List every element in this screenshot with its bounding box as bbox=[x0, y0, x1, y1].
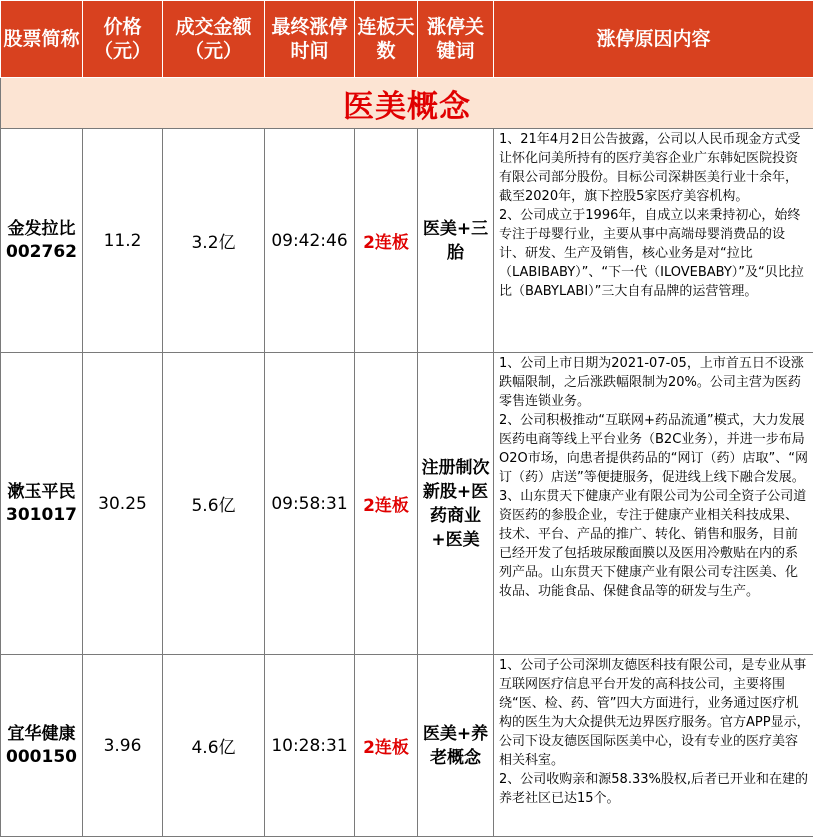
keywords-cell: 医美+三胎 bbox=[418, 129, 494, 353]
reason-paragraph: 1、公司子公司深圳友德医科技有限公司，是专业从事互联网医疗信息平台开发的高科技公司，主要将围绕“医、检、药、管”四大方面进行，业务通过医疗机构的医生为大众提供无边界医疗服务。官方APP显示，公司下设友德医国际医美中心，设有专业的医疗美容相关科室。 bbox=[499, 656, 810, 770]
table-row bbox=[1, 129, 813, 353]
section-row bbox=[1, 78, 813, 129]
table-row bbox=[1, 353, 813, 655]
amount-cell: 5.6亿 bbox=[163, 353, 265, 655]
time-cell: 09:42:46 bbox=[265, 129, 355, 353]
table-row bbox=[1, 655, 813, 837]
time-cell: 09:58:31 bbox=[265, 353, 355, 655]
reason-paragraph: 1、公司上市日期为2021-07-05，上市首五日不设涨跌幅限制，之后涨跌幅限制为20%。公司主营为医药零售连锁业务。 bbox=[499, 354, 810, 411]
reason-paragraph: 1、21年4月2日公告披露，公司以人民币现金方式受让怀化问美所持有的医疗美容企业广东韩妃医院投资有限公司部分股份。目标公司深耕医美行业十余年，截至2020年，旗下控股5家医疗美容机构。 bbox=[499, 130, 810, 206]
amount-cell: 4.6亿 bbox=[163, 655, 265, 837]
reason-paragraph: 2、公司收购亲和源58.33%股权,后者已开业和在建的养老社区已达15个。 bbox=[499, 770, 810, 808]
reason-paragraph: 2、公司成立于1996年，自成立以来秉持初心，始终专注于母婴行业，主要从事中高端母婴消费品的设计、研发、生产及销售，核心业务是对“拉比（LABIBABY）”、“下一代（ILOVEBABY）”及“贝比拉比（BABYLABI）”三大自有品牌的运营管理。 bbox=[499, 206, 810, 301]
header-price: 价格（元） bbox=[83, 1, 163, 78]
stock-code: 301017 bbox=[1, 504, 82, 527]
reason-cell bbox=[494, 129, 813, 353]
stock-name: 金发拉比 bbox=[1, 218, 82, 241]
price-cell: 11.2 bbox=[83, 129, 163, 353]
section-title: 医美概念 bbox=[1, 78, 813, 129]
header-boards: 连板天数 bbox=[355, 1, 418, 78]
keywords-cell: 注册制次新股+医药商业+医美 bbox=[418, 353, 494, 655]
stock-name: 漱玉平民 bbox=[1, 481, 82, 504]
boards-cell: 2连板 bbox=[355, 655, 418, 837]
amount-cell: 3.2亿 bbox=[163, 129, 265, 353]
reason-cell bbox=[494, 353, 813, 655]
header-amount: 成交金额（元） bbox=[163, 1, 265, 78]
stock-name-cell bbox=[1, 655, 83, 837]
reason-paragraph: 3、山东贯天下健康产业有限公司为公司全资子公司道资医药的参股企业，专注于健康产业相关科技成果、技术、平台、产品的推广、转化、销售和服务，目前已经开发了包括玻尿酸面膜以及医用冷敷贴在内的系列产品。山东贯天下健康产业有限公司专注医美、化妆品、功能食品、保健食品等的研发与生产。 bbox=[499, 487, 810, 601]
boards-cell: 2连板 bbox=[355, 353, 418, 655]
reason-cell bbox=[494, 655, 813, 837]
header-keywords: 涨停关键词 bbox=[418, 1, 494, 78]
header-reason: 涨停原因内容 bbox=[494, 1, 813, 78]
stock-code: 002762 bbox=[1, 241, 82, 264]
time-cell: 10:28:31 bbox=[265, 655, 355, 837]
reason-paragraph: 2、公司积极推动“互联网+药品流通”模式，大力发展医药电商等线上平台业务（B2C业务），并进一步布局O2O市场，向患者提供药品的“网订（药）店取”、“网订（药）店送”等便捷服务，促进线上线下融合发展。 bbox=[499, 411, 810, 487]
stock-code: 000150 bbox=[1, 746, 82, 769]
header-time: 最终涨停时间 bbox=[265, 1, 355, 78]
stock-name-cell bbox=[1, 129, 83, 353]
stock-name-cell bbox=[1, 353, 83, 655]
keywords-cell: 医美+养老概念 bbox=[418, 655, 494, 837]
stock-name: 宜华健康 bbox=[1, 723, 82, 746]
price-cell: 30.25 bbox=[83, 353, 163, 655]
header-name: 股票简称 bbox=[1, 1, 83, 78]
boards-cell: 2连板 bbox=[355, 129, 418, 353]
header-row bbox=[1, 1, 813, 78]
price-cell: 3.96 bbox=[83, 655, 163, 837]
